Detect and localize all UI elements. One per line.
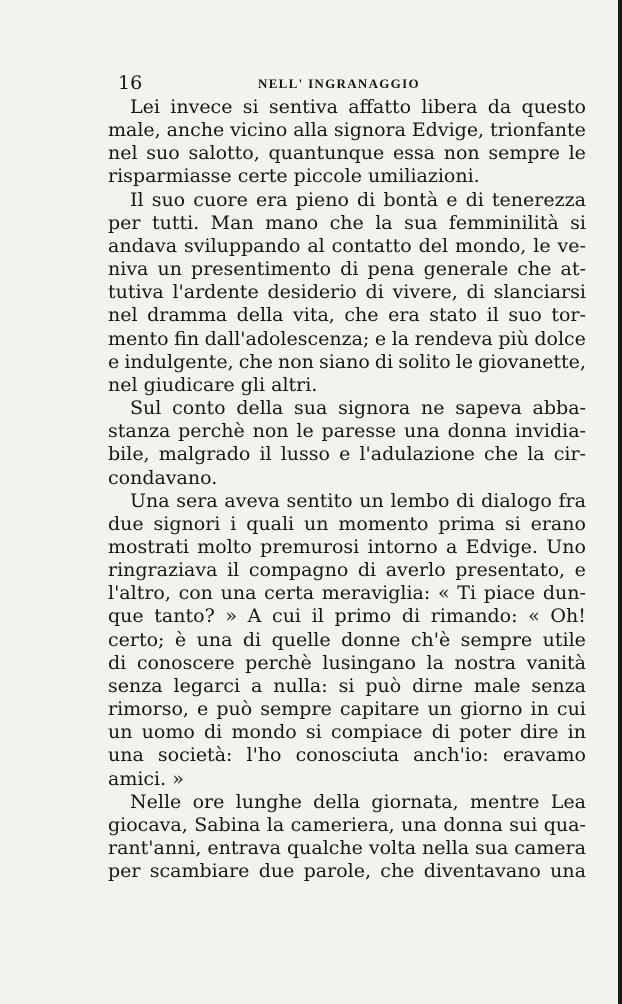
page-number: 16 <box>118 72 143 94</box>
text-line: di conoscere perchè lusingano la nostra vanità <box>108 651 586 674</box>
text-line: nel giudicare gli altri. <box>108 373 318 396</box>
text-line: tutiva l'ardente desiderio di vivere, di slanciarsi <box>108 281 586 304</box>
text-line: nel suo salotto, quantunque essa non sempre le <box>108 142 586 165</box>
text-line: mostrati molto premurosi intorno a Edvige. Uno <box>108 535 586 558</box>
text-line: que tanto? » A cui il primo di rimando: « Oh! <box>108 605 586 628</box>
text-line: ringraziava il compagno di averlo presentato, e <box>108 559 586 582</box>
text-line: rant'anni, entrava qualche volta nella sua camera <box>108 837 586 859</box>
text-line: andava sviluppando al contatto del mondo, le ve- <box>108 234 586 257</box>
text-line: Il suo cuore era pieno di bontà e di tenerezza <box>130 188 586 211</box>
text-line: bile, malgrado il lusso e l'adulazione che la cir- <box>108 443 586 466</box>
text-line: l'altro, con una certa meraviglia: « Ti piace dun- <box>108 582 586 605</box>
text-line: giocava, Sabina la cameriera, una donna sui qua- <box>108 813 586 836</box>
page-edge-shadow <box>618 0 622 1004</box>
text-line: una società: l'ho conosciuta anch'io: eravamo <box>108 744 586 767</box>
text-line: stanza perchè non le paresse una donna invidia- <box>108 420 586 443</box>
text-line: male, anche vicino alla signora Edvige, trionfante <box>108 119 586 142</box>
text-line: per tutti. Man mano che la sua femminilità si <box>108 211 586 234</box>
text-line: e indulgente, che non siano di solito le giovanette, <box>108 350 586 373</box>
running-title: NELL' INGRANAGGIO <box>258 76 420 91</box>
text-line: amici. » <box>108 767 184 790</box>
text-line: certo; è una di quelle donne ch'è sempre utile <box>108 628 586 651</box>
text-line: rimorso, e può sempre capitare un giorno in cui <box>108 698 586 721</box>
text-line: per scambiare due parole, che diventavano una <box>108 860 586 883</box>
text-line: Nelle ore lunghe della giornata, mentre Lea <box>130 790 586 813</box>
running-head <box>118 72 583 94</box>
text-line: senza legarci a nulla: si può dirne male senza <box>108 674 586 697</box>
text-line: condavano. <box>108 466 218 489</box>
text-line: un uomo di mondo si compiace di poter dire in <box>108 721 586 744</box>
text-line: risparmiasse certe piccole umiliazioni. <box>108 165 480 188</box>
body-text <box>108 96 586 883</box>
text-line: niva un presentimento di pena generale che at- <box>108 258 586 281</box>
text-line: Lei invece si sentiva affatto libera da questo <box>130 96 586 118</box>
text-line: Sul conto della sua signora ne sapeva abba- <box>130 397 586 420</box>
text-line: mento fin dall'adolescenza; e la rendeva più dolce <box>108 327 586 350</box>
text-line: Una sera aveva sentito un lembo di dialogo fra <box>130 489 586 512</box>
text-line: nel dramma della vita, che era stato il suo tor- <box>108 304 586 327</box>
text-line: due signori i quali un momento prima si erano <box>108 512 586 535</box>
